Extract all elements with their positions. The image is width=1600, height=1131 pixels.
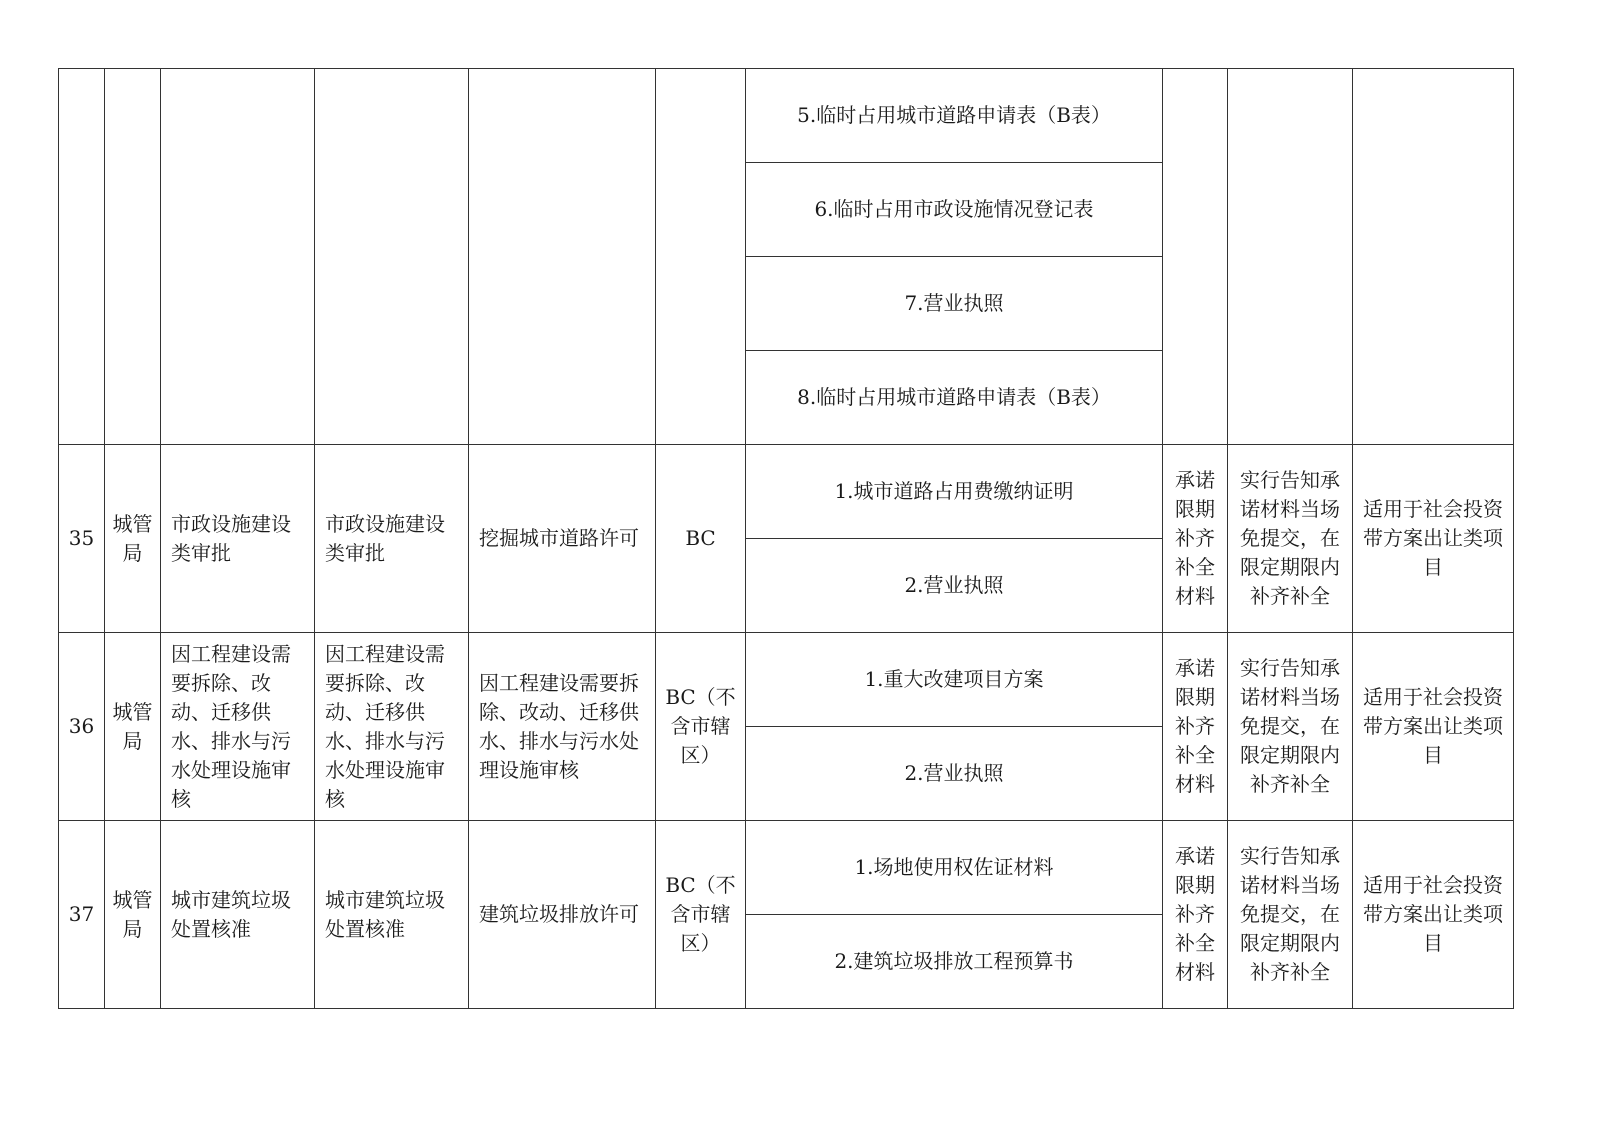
material-cell: 1.重大改建项目方案 — [746, 633, 1163, 727]
material-cell: 5.临时占用城市道路申请表（B表） — [746, 69, 1163, 163]
empty-cell — [1353, 69, 1514, 445]
department-cell: 城管局 — [105, 445, 161, 633]
material-cell: 6.临时占用市政设施情况登记表 — [746, 163, 1163, 257]
row-number: 37 — [59, 821, 105, 1009]
scope-cell: BC（不含市辖区） — [656, 821, 746, 1009]
table-row — [59, 821, 1514, 915]
table-row — [59, 633, 1514, 727]
empty-cell — [1163, 69, 1228, 445]
empty-cell — [59, 69, 105, 445]
empty-cell — [469, 69, 656, 445]
department-cell: 城管局 — [105, 821, 161, 1009]
material-cell: 7.营业执照 — [746, 257, 1163, 351]
main-item-cell: 因工程建设需要拆除、改动、迁移供水、排水与污水处理设施审核 — [161, 633, 315, 821]
note-cell: 适用于社会投资带方案出让类项目 — [1353, 445, 1514, 633]
material-cell: 2.建筑垃圾排放工程预算书 — [746, 915, 1163, 1009]
item-name-cell: 因工程建设需要拆除、改动、迁移供水、排水与污水处理设施审核 — [469, 633, 656, 821]
empty-cell — [315, 69, 469, 445]
main-item-cell: 城市建筑垃圾处置核准 — [161, 821, 315, 1009]
commitment-cell: 承诺限期补齐补全材料 — [1163, 821, 1228, 1009]
row-number: 36 — [59, 633, 105, 821]
sub-item-cell: 因工程建设需要拆除、改动、迁移供水、排水与污水处理设施审核 — [315, 633, 469, 821]
note-cell: 适用于社会投资带方案出让类项目 — [1353, 633, 1514, 821]
empty-cell — [1228, 69, 1353, 445]
commitment-cell: 承诺限期补齐补全材料 — [1163, 445, 1228, 633]
approval-items-table — [58, 68, 1514, 1009]
empty-cell — [656, 69, 746, 445]
material-cell: 8.临时占用城市道路申请表（B表） — [746, 351, 1163, 445]
material-cell: 1.场地使用权佐证材料 — [746, 821, 1163, 915]
material-cell: 2.营业执照 — [746, 727, 1163, 821]
scope-cell: BC — [656, 445, 746, 633]
method-cell: 实行告知承诺材料当场免提交，在限定期限内补齐补全 — [1228, 633, 1353, 821]
department-cell: 城管局 — [105, 633, 161, 821]
sub-item-cell: 市政设施建设类审批 — [315, 445, 469, 633]
material-cell: 1.城市道路占用费缴纳证明 — [746, 445, 1163, 539]
row-number: 35 — [59, 445, 105, 633]
commitment-cell: 承诺限期补齐补全材料 — [1163, 633, 1228, 821]
empty-cell — [105, 69, 161, 445]
scope-cell: BC（不含市辖区） — [656, 633, 746, 821]
item-name-cell: 挖掘城市道路许可 — [469, 445, 656, 633]
sub-item-cell: 城市建筑垃圾处置核准 — [315, 821, 469, 1009]
table-row — [59, 69, 1514, 163]
main-item-cell: 市政设施建设类审批 — [161, 445, 315, 633]
material-cell: 2.营业执照 — [746, 539, 1163, 633]
table-row — [59, 445, 1514, 539]
empty-cell — [161, 69, 315, 445]
method-cell: 实行告知承诺材料当场免提交，在限定期限内补齐补全 — [1228, 445, 1353, 633]
item-name-cell: 建筑垃圾排放许可 — [469, 821, 656, 1009]
method-cell: 实行告知承诺材料当场免提交，在限定期限内补齐补全 — [1228, 821, 1353, 1009]
note-cell: 适用于社会投资带方案出让类项目 — [1353, 821, 1514, 1009]
